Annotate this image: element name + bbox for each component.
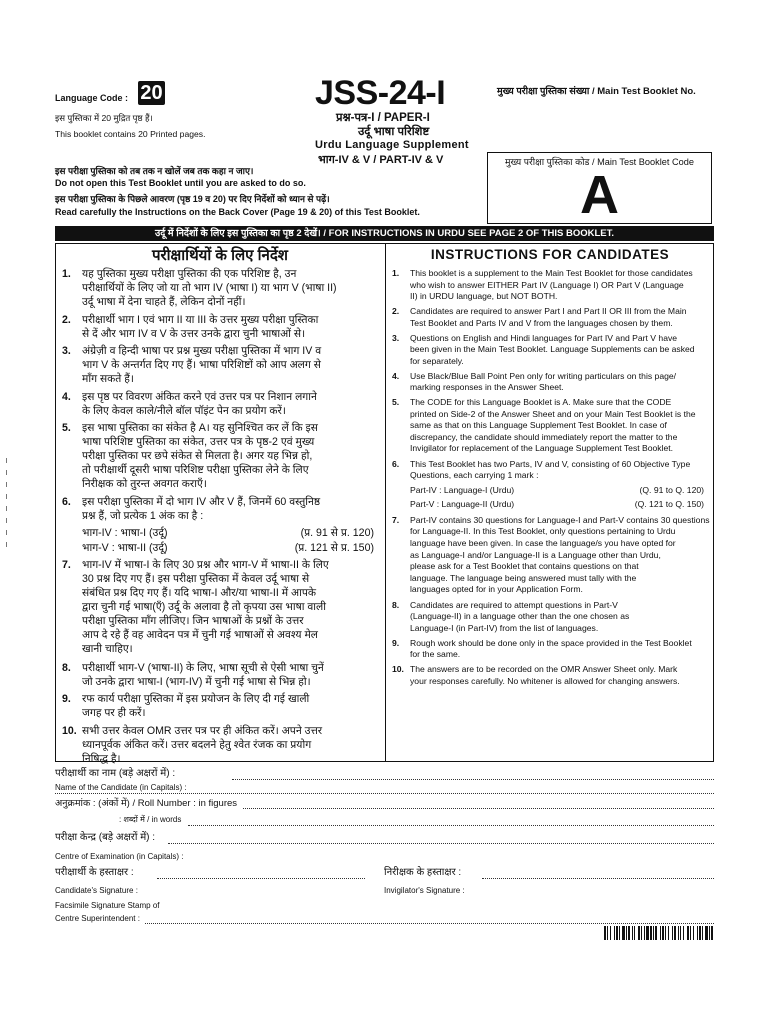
urdu-supplement-english: Urdu Language Supplement xyxy=(315,139,469,151)
instruction-number: 7. xyxy=(392,514,400,525)
invigilator-signature-label-english: Invigilator's Signature : xyxy=(384,886,465,895)
instruction-text: Part-IV contains 30 questions for Language-I and Part-V contains 30 questions for Language-II. In this Test Booklet, only questions pertaining to Urdu language have been given. In case the language/s you have opted for as Language-I and/or Language-II is a Language other than Urdu, please ask for a Test Booklet that contains questions on that language. The language being answered must tally with the languages opted for in your Application Form. xyxy=(410,514,710,595)
barcode-bar xyxy=(668,926,669,940)
instruction-number: 2. xyxy=(62,313,71,326)
barcode-bar xyxy=(619,926,620,940)
candidate-name-field-line2[interactable] xyxy=(55,793,714,794)
barcode-bar xyxy=(604,926,606,940)
main-test-booklet-number-label: मुख्य परीक्षा पुस्तिका संख्या / Main Test Booklet No. xyxy=(497,86,696,97)
instruction-number: 2. xyxy=(392,306,400,317)
barcode-bar xyxy=(678,926,679,940)
barcode-bar xyxy=(641,926,642,940)
instruction-number: 8. xyxy=(62,661,71,674)
part-range: (Q. 121 to Q. 150) xyxy=(634,498,704,509)
part-label: Part-V : Language-II (Urdu) xyxy=(410,498,515,509)
instruction-text: परीक्षार्थी भाग I एवं भाग II या III के उत्तर मुख्य परीक्षा पुस्तिका से दें और भाग IV व V के उत्तर उनके द्वारा चुनी भाषाओं से। xyxy=(82,313,319,340)
instruction-number: 1. xyxy=(392,268,400,278)
part-range: (प्र. 121 से प्र. 150) xyxy=(294,542,374,555)
instruction-number: 3. xyxy=(62,345,71,357)
instruction-text: The CODE for this Language Booklet is A. Make sure that the CODE printed on Side-2 of the Answer Sheet and on your Main Test Booklet is the same as that on this Language Supplement Test Booklet. In case of discrepancy, the candidate should immediately report the matter to the Invigilator for replacement of the Language Supplement Test Booklet. xyxy=(410,397,696,454)
centre-superintendent-label: Centre Superintendent : xyxy=(55,914,140,923)
barcode-bar xyxy=(680,926,681,940)
candidate-name-label-english: Name of the Candidate (in Capitals) : xyxy=(55,783,187,792)
urdu-instructions-bar: उर्दू में निर्देशों के लिए इस पुस्तिका का पृष्ठ 2 देखें। / FOR INSTRUCTIONS IN URDU SEE PAGE 2 OF THIS BOOKLET. xyxy=(55,226,714,241)
barcode-bar xyxy=(702,926,703,940)
barcode-bar xyxy=(626,926,627,940)
instruction-text: This Test Booklet has two Parts, IV and V, consisting of 60 Objective Type Questions, each carrying 1 mark : xyxy=(410,458,691,481)
barcode-bar xyxy=(687,926,689,940)
part-label: Part-IV : Language-I (Urdu) xyxy=(410,484,515,495)
barcode-bar xyxy=(638,926,640,940)
instruction-text: इस भाषा पुस्तिका का संकेत है A। यह सुनिश्चित कर लें कि इस भाषा परिशिष्ट पुस्तिका का संकेत, उत्तर पत्र के पृष्ठ-2 एवं मुख्य परीक्षा पुस्तिका पर छपे संकेत से मिलता है। अगर यह भिन्न हो, तो परीक्षार्थी दूसरी भाषा परिशिष्ट परीक्षा पुस्तिका लेने के लिए निरीक्षक को तुरन्त अवगत कराएँ। xyxy=(82,422,318,490)
centre-superintendent-field[interactable] xyxy=(145,923,714,924)
part-row xyxy=(410,485,704,497)
barcode-bar xyxy=(610,926,611,940)
warning-open-english: Do not open this Test Booklet until you are asked to do so. xyxy=(55,178,306,188)
barcode-bar xyxy=(662,926,664,940)
candidate-name-field[interactable] xyxy=(232,779,714,780)
exam-centre-label-english: Centre of Examination (in Capitals) : xyxy=(55,852,184,861)
booklet-code-box xyxy=(487,152,712,224)
instruction-number: 10. xyxy=(62,724,77,737)
barcode-bar xyxy=(699,926,701,940)
facsimile-label: Facsimile Signature Stamp of xyxy=(55,901,160,910)
booklet-pages-hindi: इस पुस्तिका में 20 मुद्रित पृष्ठ हैं। xyxy=(55,113,153,123)
barcode-bar xyxy=(697,926,698,940)
barcode-bar xyxy=(709,926,710,940)
barcode-bar xyxy=(690,926,691,940)
barcode-bar xyxy=(644,926,645,940)
warning-read-english: Read carefully the Instructions on the Back Cover (Page 19 & 20) of this Test Booklet. xyxy=(55,207,420,217)
barcode-bar xyxy=(705,926,708,940)
instruction-text: इस परीक्षा पुस्तिका में दो भाग IV और V हैं, जिनमें 60 वस्तुनिष्ठ प्रश्न हैं, जो प्रत्येक 1 अंक का है : xyxy=(82,496,321,522)
barcode-bar xyxy=(665,926,666,940)
roll-number-words-label: : शब्दों में / in words xyxy=(119,815,182,824)
instruction-number: 8. xyxy=(392,599,400,610)
instruction-text: The answers are to be recorded on the OMR Answer Sheet only. Mark your responses carefully. No whitener is allowed for changing answers. xyxy=(410,664,680,686)
instruction-number: 4. xyxy=(392,370,400,381)
instruction-number: 4. xyxy=(62,390,71,403)
invigilator-signature-label-hindi: निरीक्षक के हस्ताक्षर : xyxy=(384,867,462,878)
roll-number-figures-field[interactable] xyxy=(243,808,714,809)
barcode-bar xyxy=(622,926,625,940)
barcode-bar xyxy=(711,926,713,940)
column-divider xyxy=(385,243,386,762)
booklet-title: JSS-24-I xyxy=(315,74,446,112)
barcode-bar xyxy=(693,926,694,940)
instruction-text: रफ कार्य परीक्षा पुस्तिका में इस प्रयोजन के लिए दी गई खाली जगह पर ही करें। xyxy=(82,693,310,720)
roll-number-label: अनुक्रमांक : (अंकों में) / Roll Number : in figures xyxy=(55,798,238,809)
barcode-bar xyxy=(674,926,676,940)
booklet-pages-english: This booklet contains 20 Printed pages. xyxy=(55,129,206,139)
instruction-text: अंग्रेज़ी व हिन्दी भाषा पर प्रश्न मुख्य परीक्षा पुस्तिका में भाग IV व भाग V के अन्तर्गत दिए गए हैं। भाषा परिशिष्टों को आप अलग से माँग सकते हैं। xyxy=(82,345,322,385)
instruction-text: Questions on English and Hindi languages for Part IV and Part V have been given in the Main Test Booklet. Language Supplements can be asked for separately. xyxy=(410,332,695,366)
candidate-signature-field[interactable] xyxy=(157,878,365,879)
part-row xyxy=(410,499,704,511)
warning-read-hindi: इस परीक्षा पुस्तिका के पिछले आवरण (पृष्ठ 19 व 20) पर दिए निर्देशों को ध्यान से पढ़ें। xyxy=(55,194,330,204)
exam-centre-label-hindi: परीक्षा केन्द्र (बड़े अक्षरों में) : xyxy=(55,832,156,843)
instruction-number: 6. xyxy=(62,496,71,508)
urdu-supplement-hindi: उर्दू भाषा परिशिष्ट xyxy=(358,126,430,138)
barcode xyxy=(604,926,714,940)
booklet-code-label: मुख्य परीक्षा पुस्तिका कोड / Main Test Booklet Code xyxy=(505,157,694,167)
instruction-text: Candidates are required to answer Part I and Part II OR III from the Main Test Booklet and Parts IV and V from the languages chosen by them. xyxy=(410,306,687,328)
invigilator-signature-field[interactable] xyxy=(482,878,714,879)
barcode-bar xyxy=(614,926,615,940)
instruction-number: 5. xyxy=(62,422,71,434)
instruction-number: 7. xyxy=(62,559,71,572)
instruction-text: यह पुस्तिका मुख्य परीक्षा पुस्तिका की एक परिशिष्ट है, उन परीक्षार्थियों के लिए जो या तो भाग IV (भाषा I) या भाग V (भाषा II) उर्दू भाषा में देना चाहते हैं, लेकिन दोनों नहीं। xyxy=(82,268,337,308)
part-row xyxy=(82,541,374,555)
candidate-name-label-hindi: परीक्षार्थी का नाम (बड़े अक्षरों में) : xyxy=(55,768,176,779)
part-range: (प्र. 91 से प्र. 120) xyxy=(300,527,374,540)
instruction-text: Use Black/Blue Ball Point Pen only for writing particulars on this page/ marking responses in the Answer Sheet. xyxy=(410,370,677,393)
barcode-bar xyxy=(672,926,673,940)
instruction-number: 1. xyxy=(62,268,71,280)
instruction-number: 9. xyxy=(392,637,400,648)
english-instructions-title: INSTRUCTIONS FOR CANDIDATES xyxy=(430,247,670,262)
warning-open-hindi: इस परीक्षा पुस्तिका को तब तक न खोलें जब तक कहा न जाए। xyxy=(55,166,254,176)
booklet-code-letter: A xyxy=(580,165,619,225)
parts-line: भाग-IV & V / PART-IV & V xyxy=(318,154,444,166)
barcode-bar xyxy=(683,926,684,940)
part-label: भाग-IV : भाषा-I (उर्दू) xyxy=(82,527,168,540)
paper-line: प्रश्न-पत्र-I / PAPER-I xyxy=(336,112,430,124)
language-code-value: 20 xyxy=(138,81,165,105)
instruction-number: 9. xyxy=(62,693,71,706)
exam-centre-field[interactable] xyxy=(168,843,714,844)
roll-number-words-field[interactable] xyxy=(188,825,714,826)
instruction-text: This booklet is a supplement to the Main Test Booklet for those candidates who wish to answer EITHER Part IV (Language I) OR Part V (Language II) in URDU language, but NOT BOTH. xyxy=(410,268,693,302)
instruction-number: 5. xyxy=(392,397,400,407)
barcode-bar xyxy=(660,926,661,940)
barcode-bar xyxy=(628,926,630,940)
language-code-label: Language Code : xyxy=(55,93,129,103)
barcode-bar xyxy=(616,926,618,940)
barcode-bar xyxy=(646,926,649,940)
barcode-bar xyxy=(650,926,652,940)
instruction-text: भाग-IV में भाषा-I के लिए 30 प्रश्न और भाग-V में भाषा-II के लिए 30 प्रश्न दिए गए हैं। इस परीक्षा पुस्तिका में केवल उर्दू भाषा से संबंधित प्रश्न दिए गए हैं। यदि भाषा-I और/या भाषा-II में आपके द्वारा चुनी गई भाषा(एँ) उर्दू के अलावा है तो कृपया उस भाषा वाली परीक्षा पुस्तिका माँग लीजिए। जिन भाषाओं के प्रश्नों के उत्तर आप दे रहे हैं वह आवेदन पत्र में चुनी गई भाषाओं से अवश्य मेल खानी चाहिए। xyxy=(82,559,329,656)
instruction-text: सभी उत्तर केवल OMR उत्तर पत्र पर ही अंकित करें। अपने उत्तर ध्यानपूर्वक अंकित करें। उत्तर बदलने हेतु श्वेत रंजक का प्रयोग निषिद्ध है। xyxy=(82,724,323,765)
part-row xyxy=(82,526,374,540)
barcode-bar xyxy=(632,926,633,940)
candidate-signature-label-hindi: परीक्षार्थी के हस्ताक्षर : xyxy=(55,867,134,878)
instruction-number: 10. xyxy=(392,664,404,675)
barcode-bar xyxy=(634,926,635,940)
part-label: भाग-V : भाषा-II (उर्दू) xyxy=(82,542,168,555)
hindi-instructions-title: परीक्षार्थियों के लिए निर्देश xyxy=(152,247,288,264)
instruction-text: परीक्षार्थी भाग-V (भाषा-II) के लिए, भाषा सूची से ऐसी भाषा चुनें जो उनके द्वारा भाषा-I (भाग-IV) में चुनी गई भाषा से भिन्न हो। xyxy=(82,661,324,688)
barcode-bar xyxy=(607,926,608,940)
instruction-text: Rough work should be done only in the space provided in the Test Booklet for the same. xyxy=(410,637,692,660)
instruction-text: Candidates are required to attempt questions in Part-V (Language-II) in a language other than the one chosen as Language-I (in Part-IV) from the list of languages. xyxy=(410,599,630,633)
instruction-text: इस पृष्ठ पर विवरण अंकित करने एवं उत्तर पत्र पर निशान लगाने के लिए केवल काले/नीले बॉल पॉइंट पेन का प्रयोग करें। xyxy=(82,390,317,417)
part-range: (Q. 91 to Q. 120) xyxy=(639,484,704,495)
barcode-bar xyxy=(655,926,657,940)
instruction-number: 6. xyxy=(392,458,400,469)
candidate-signature-label-english: Candidate's Signature : xyxy=(55,886,138,895)
barcode-bar xyxy=(653,926,654,940)
instruction-number: 3. xyxy=(392,332,400,343)
